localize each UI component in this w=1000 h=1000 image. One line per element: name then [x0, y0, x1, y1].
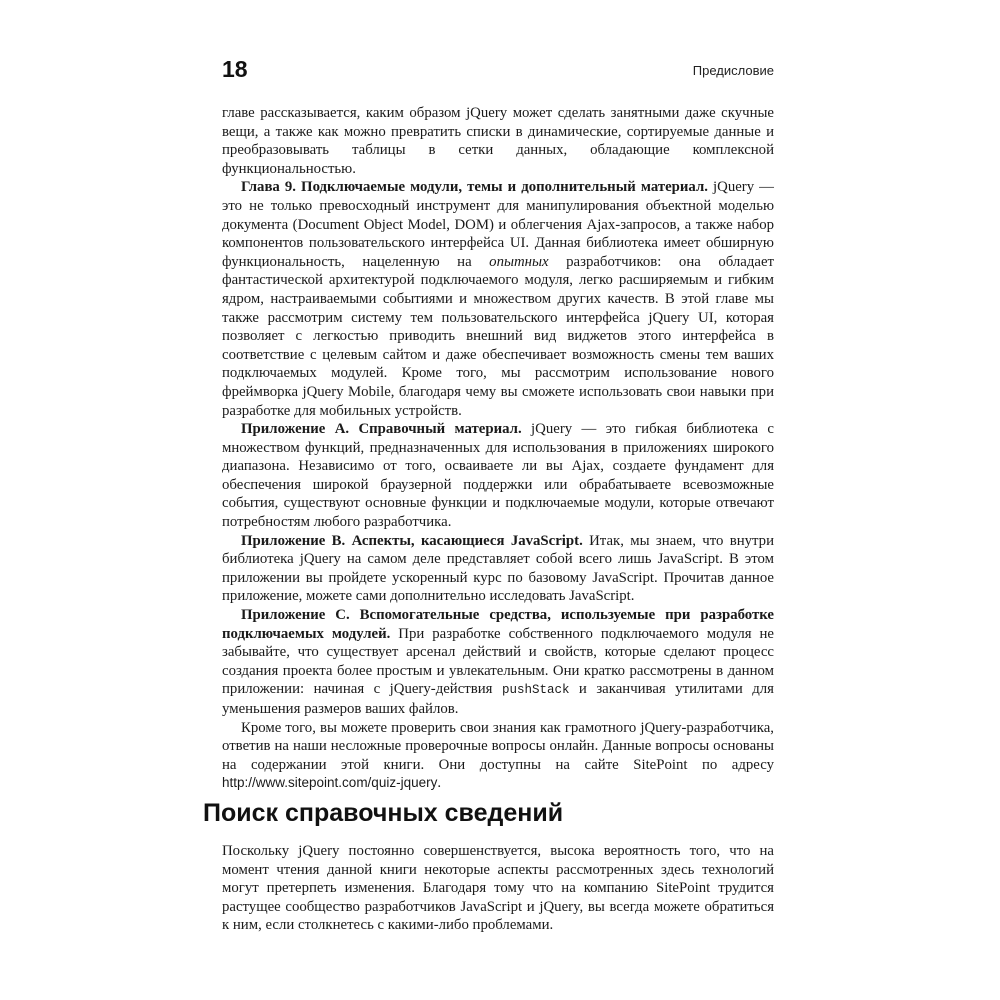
paragraph-chapter-8-continued: главе рассказывается, каким образом jQuery может сделать занятными даже скучные вещи, а также как можно превратить списки в динамические, сортируемые данные и преобразовывать таблицы в сетки данных, обладающие комплексной функциональностью. [222, 105, 774, 177]
paragraph-quiz: Кроме того, вы можете проверить свои знания как грамотного jQuery-разработчика, ответив на наши несложные проверочные вопросы онлайн. Данные вопросы основаны на содержании этой книги. Они доступны на сайте SitePoint по адресу http://www.sitepoint.com/quiz-jquery. [222, 719, 774, 792]
inline-code: pushStack [501, 683, 570, 698]
section-heading: Поиск справочных сведений [203, 799, 564, 827]
paragraph-lead: Приложение С. Вспомогательные средства, используемые при разработке подключаемых модулей. [222, 607, 774, 642]
paragraph-appendix-b: Приложение В. Аспекты, касающиеся JavaScript. Итак, мы знаем, что внутри библиотека jQuery на самом деле представляет собой всего лишь JavaScript. В этом приложении вы пройдете ускоренный курс по базовому JavaScript. Прочитав данное приложение, можете сами дополнительно исследовать JavaScript. [222, 532, 774, 605]
paragraph-lead: Глава 9. Подключаемые модули, темы и дополнительный материал. [241, 179, 708, 196]
paragraph-lead: Приложение В. Аспекты, касающиеся JavaScript. [241, 532, 583, 549]
running-header [222, 56, 774, 86]
page-number: 18 [222, 56, 248, 82]
paragraph-appendix-c: Приложение С. Вспомогательные средства, используемые при разработке подключаемых модулей. При разработке собственного подключаемого модуля не забывайте, что существует арсенал действий и свойств, которые сделают процесс создания проекта более простым и увлекательным. Они кратко рассмотрены в данном приложении: начиная с jQuery-действия pushStack и заканчивая утилитами для уменьшения размеров ваших файлов. [222, 607, 774, 717]
paragraph-lead: Приложение А. Справочный материал. [241, 421, 522, 438]
section-text [222, 842, 774, 935]
paragraph-chapter-9: Глава 9. Подключаемые модули, темы и дополнительный материал. jQuery — это не только превосходный инструмент для манипулирования объектной моделью документа (Document Object Model, DOM) и облегчения Ajax-запросов, а также набор компонентов пользовательского интерфейса UI. Данная библиотека имеет обширную функциональность, нацеленную на опытных разработчиков: она обладает фантастической архитектурой подключаемого модуля, легко расширяемым и гибким ядром, настраиваемыми событиями и множеством других качеств. В этой главе мы также рассмотрим систему тем пользовательского интерфейса jQuery UI, которая позволяет с легкостью приводить внешний вид виджетов этого интерфейса в соответствие с целевым сайтом и даже обеспечивает возможность смены тем ваших подключаемых модулей. Кроме того, мы рассмотрим использование нового фреймворка jQuery Mobile, благодаря чему вы сможете использовать свои навыки при разработке для мобильных устройств. [222, 179, 774, 419]
emphasis-text: опытных [489, 253, 549, 270]
paragraph-appendix-a: Приложение А. Справочный материал. jQuery — это гибкая библиотека с множеством функций, предназначенных для использования в приложениях широкого диапазона. Независимо от того, осваиваете ли вы Ajax, создаете фундамент для обеспечения широкой браузерной поддержки или обрабатываете всевозможные события, существуют основные функции и подключаемые модули, которые отвечают потребностям любого разработчика. [222, 421, 774, 531]
body-text [222, 104, 774, 793]
section-paragraph: Поскольку jQuery постоянно совершенствуется, высока вероятность того, что на момент чтения данной книги некоторые аспекты рассмотренных здесь технологий могут претерпеть изменения. Благодаря тому что на компанию SitePoint трудится растущее сообщество разработчиков JavaScript и jQuery, вы всегда можете обратиться к ним, если столкнетесь с какими-либо проблемами. [222, 843, 774, 934]
running-title: Предисловие [692, 63, 774, 78]
quiz-url: http://www.sitepoint.com/quiz-jquery [222, 775, 438, 791]
